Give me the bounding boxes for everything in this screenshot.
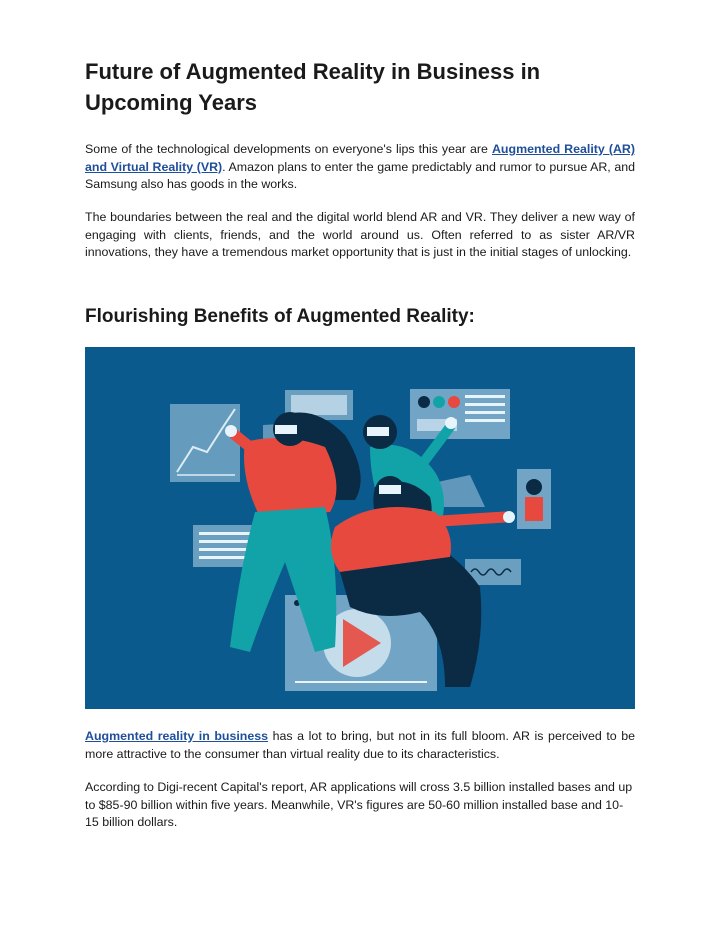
section-heading: Flourishing Benefits of Augmented Reality: — [85, 306, 475, 327]
ar-business-link[interactable]: Augmented reality in business — [85, 729, 269, 743]
ar-illustration-art — [85, 347, 635, 709]
boundaries-paragraph: The boundaries between the real and the digital world blend AR and VR. They deliver a new way of engaging with clients, friends, and the world around us. Often referred to as sister AR/VR innovations, they have a tremendous market opportunity that is just in the initial stages of unlocking. — [85, 210, 635, 260]
business-text: has a lot to bring, but not in its full bloom. AR is perceived to be more attractive to the consumer than virtual reality due to its characteristics. — [85, 729, 635, 761]
intro-paragraph — [85, 141, 635, 194]
ui-panel-right — [410, 389, 510, 439]
intro-text-before: Some of the technological developments on everyone's lips this year are — [85, 142, 492, 156]
business-paragraph — [85, 728, 635, 763]
chart-panel — [170, 404, 240, 482]
ar-illustration — [85, 347, 635, 709]
intro-text-after: . Amazon plans to enter the game predictably and rumor to pursue AR, and Samsung also has goods in the works. — [85, 159, 635, 192]
report-paragraph: According to Digi-recent Capital's report, AR applications will cross 3.5 billion installed bases and up to $85-90 billion within five years. Meanwhile, VR's figures are 50-60 million installed base and 10-15 billion dollars. — [85, 780, 633, 830]
page-title: Future of Augmented Reality in Business in Upcoming Years — [85, 59, 541, 115]
portrait-panel — [517, 469, 551, 529]
ar-vr-link[interactable]: Augmented Reality (AR) and Virtual Reality (VR) — [85, 142, 635, 174]
